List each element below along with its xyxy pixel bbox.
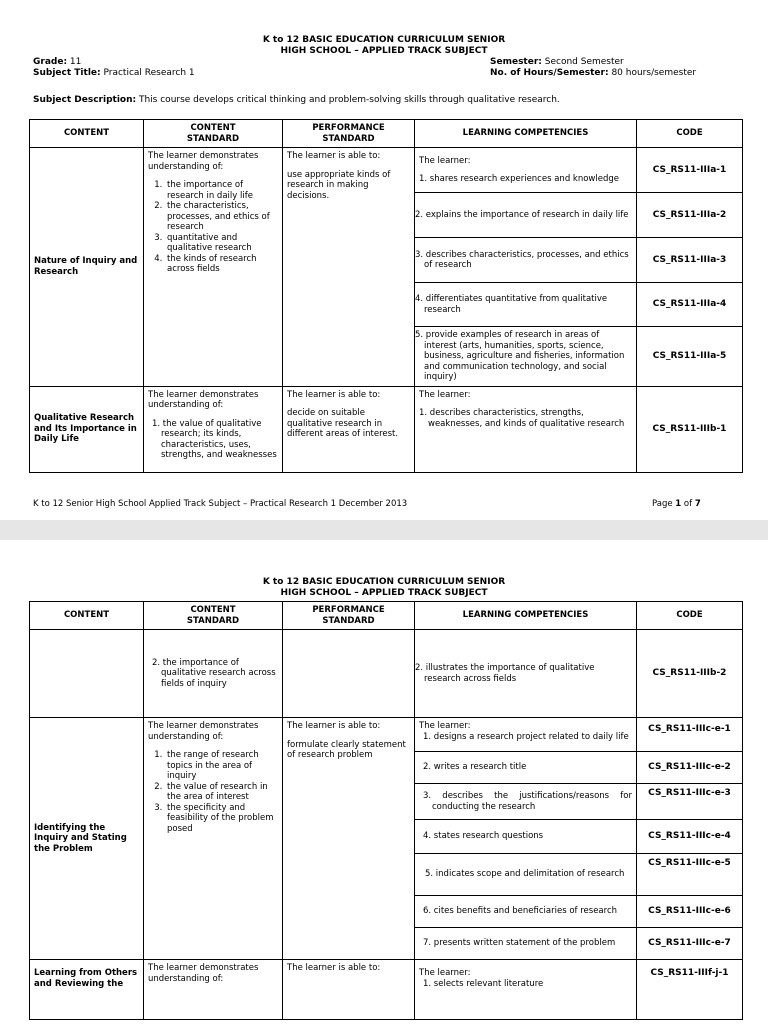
list-item: 1. the importance of research in daily life — [165, 180, 278, 201]
code-cell: CS_RS11-IIIc-e-1 — [637, 718, 743, 752]
performance-standard-lead: The learner is able to: — [287, 151, 381, 161]
header-performance-standard: PERFORMANCE STANDARD — [283, 120, 415, 148]
competency-lead: The learner: — [419, 721, 471, 731]
code-cell: CS_RS11-IIIa-3 — [637, 238, 743, 283]
header-learning-competencies: LEARNING COMPETENCIES — [415, 602, 637, 630]
competency-text: 1. shares research experiences and knowledge — [419, 174, 619, 184]
competency-cell — [415, 718, 637, 752]
list-item: 2. the value of research in the area of interest — [165, 782, 278, 803]
description-value: This course develops critical thinking and problem-solving skills through qualitative research. — [138, 95, 560, 105]
code-cell: CS_RS11-IIIf-j-1 — [637, 960, 743, 1020]
competency-text: 1. designs a research project related to daily life — [423, 731, 629, 742]
grade-label: Grade: — [33, 57, 68, 67]
document-title-line-2: HIGH SCHOOL – APPLIED TRACK SUBJECT — [280, 588, 488, 598]
page-number: Page 1 of 7 — [652, 499, 701, 509]
content-standard-cell: The learner demonstrates understanding of: — [144, 960, 283, 1020]
content-standard-cell — [144, 630, 283, 718]
competency-cell: 3. describes the justifications/reasons for conducting the research — [415, 784, 637, 820]
list-item: 4. the kinds of research across fields — [165, 254, 278, 275]
subject-label: Subject Title: — [33, 68, 101, 78]
semester-field — [490, 57, 624, 68]
competency-cell: 2. illustrates the importance of qualitative research across fields — [415, 630, 637, 718]
content-cell: Nature of Inquiry and Research — [30, 148, 144, 387]
semester-value: Second Semester — [544, 57, 624, 67]
code-cell: CS_RS11-IIIb-1 — [637, 386, 743, 472]
table-row — [30, 718, 743, 752]
document-page-2 — [0, 540, 768, 1024]
table-row — [30, 148, 743, 193]
page-footer-text: K to 12 Senior High School Applied Track Subject – Practical Research 1 December 2013 — [33, 499, 408, 509]
competency-text: 1. selects relevant literature — [423, 978, 544, 989]
list-item: 2. the characteristics, processes, and ethics of research — [165, 201, 278, 233]
hours-value: 80 hours/semester — [611, 68, 697, 78]
table-header-row — [30, 602, 743, 630]
semester-label: Semester: — [490, 57, 542, 67]
header-content: CONTENT — [30, 602, 144, 630]
performance-standard-text: use appropriate kinds of research in making decisions. — [287, 169, 391, 201]
competency-lead: The learner: — [419, 968, 471, 978]
table-row — [30, 386, 743, 472]
competency-lead: The learner: — [419, 155, 471, 166]
content-standard-cell — [144, 386, 283, 472]
list-item: 1. the range of research topics in the area of inquiry — [165, 750, 278, 782]
grade-field — [33, 57, 81, 68]
code-cell: CS_RS11-IIIc-e-2 — [637, 752, 743, 784]
document-title-line-1: K to 12 BASIC EDUCATION CURRICULUM SENIOR — [262, 35, 506, 45]
content-standard-cell — [144, 148, 283, 387]
code-cell: CS_RS11-IIIb-2 — [637, 630, 743, 718]
performance-standard-lead: The learner is able to: — [287, 389, 381, 400]
subject-field — [33, 68, 195, 79]
content-cell — [30, 630, 144, 718]
performance-standard-text: formulate clearly statement of research problem — [287, 739, 406, 760]
code-cell: CS_RS11-IIIa-5 — [637, 327, 743, 387]
subject-description — [33, 95, 560, 106]
performance-standard-cell — [283, 386, 415, 472]
code-cell: CS_RS11-IIIc-e-3 — [637, 784, 743, 820]
competency-cell: 3. describes characteristics, processes, and ethics of research — [415, 238, 637, 283]
content-standard-cell — [144, 718, 283, 960]
header-content-standard: CONTENT STANDARD — [144, 120, 283, 148]
content-cell: Identifying the Inquiry and Stating the Problem — [30, 718, 144, 960]
content-cell: Learning from Others and Reviewing the — [30, 960, 144, 1020]
table-row — [30, 960, 743, 1020]
performance-standard-cell — [283, 148, 415, 387]
competency-cell — [415, 148, 637, 193]
subject-value: Practical Research 1 — [103, 68, 195, 78]
header-code: CODE — [637, 602, 743, 630]
curriculum-table-page-1 — [29, 119, 743, 473]
document-title-line-2: HIGH SCHOOL – APPLIED TRACK SUBJECT — [280, 46, 488, 56]
list-item: 2. the importance of qualitative research across fields of inquiry — [152, 657, 276, 689]
hours-label: No. of Hours/Semester: — [490, 68, 609, 78]
list-item: 3. the specificity and feasibility of the problem posed — [165, 803, 278, 835]
competency-lead: The learner: — [419, 389, 471, 400]
content-standard-lead: The learner demonstrates understanding of: — [148, 151, 259, 172]
grade-value: 11 — [69, 57, 82, 67]
header-code: CODE — [637, 120, 743, 148]
table-header-row — [30, 120, 743, 148]
code-cell: CS_RS11-IIIa-4 — [637, 283, 743, 327]
competency-cell: 2. writes a research title — [415, 752, 637, 784]
code-cell: CS_RS11-IIIc-e-7 — [637, 928, 743, 960]
competency-cell — [415, 960, 637, 1020]
description-label: Subject Description: — [33, 95, 137, 105]
content-standard-list — [148, 180, 278, 275]
competency-cell: 7. presents written statement of the problem — [415, 928, 637, 960]
competency-cell: 2. explains the importance of research in daily life — [415, 193, 637, 238]
competency-cell: 5. provide examples of research in areas of interest (arts, humanities, sports, science, business, agriculture and fisheries, information and communication technology, and social inquiry) — [415, 327, 637, 387]
competency-text: 1. describes characteristics, strengths, weaknesses, and kinds of qualitative research — [419, 408, 625, 429]
performance-standard-lead: The learner is able to: — [287, 721, 381, 731]
competency-cell — [415, 386, 637, 472]
performance-standard-cell — [283, 718, 415, 960]
performance-standard-cell: The learner is able to: — [283, 960, 415, 1020]
table-row — [30, 630, 743, 718]
curriculum-table-page-2 — [29, 601, 743, 1020]
list-item: 3. quantitative and qualitative research — [165, 233, 278, 254]
code-cell: CS_RS11-IIIa-1 — [637, 148, 743, 193]
performance-standard-text: decide on suitable qualitative research in different areas of interest. — [287, 408, 399, 439]
list-item: 1. the value of qualitative research; its kinds, characteristics, uses, strengths, and weaknesses — [152, 418, 277, 460]
content-standard-lead: The learner demonstrates understanding of: — [148, 389, 259, 410]
header-content: CONTENT — [30, 120, 144, 148]
document-title-line-1: K to 12 BASIC EDUCATION CURRICULUM SENIOR — [262, 577, 506, 587]
header-performance-standard: PERFORMANCE STANDARD — [283, 602, 415, 630]
hours-field — [490, 68, 696, 79]
competency-cell: 6. cites benefits and beneficiaries of research — [415, 896, 637, 928]
competency-cell: 4. states research questions — [415, 820, 637, 854]
code-cell: CS_RS11-IIIc-e-4 — [637, 820, 743, 854]
competency-cell: 4. differentiates quantitative from qualitative research — [415, 283, 637, 327]
header-learning-competencies: LEARNING COMPETENCIES — [415, 120, 637, 148]
header-content-standard: CONTENT STANDARD — [144, 602, 283, 630]
page-separator — [0, 520, 768, 540]
performance-standard-cell — [283, 630, 415, 718]
code-cell: CS_RS11-IIIc-e-5 — [637, 854, 743, 896]
code-cell: CS_RS11-IIIc-e-6 — [637, 896, 743, 928]
content-cell: Qualitative Research and Its Importance in Daily Life — [30, 386, 144, 472]
competency-cell: 5. indicates scope and delimitation of research — [415, 854, 637, 896]
content-standard-lead: The learner demonstrates understanding of: — [148, 721, 259, 742]
code-cell: CS_RS11-IIIa-2 — [637, 193, 743, 238]
content-standard-list — [148, 750, 278, 834]
